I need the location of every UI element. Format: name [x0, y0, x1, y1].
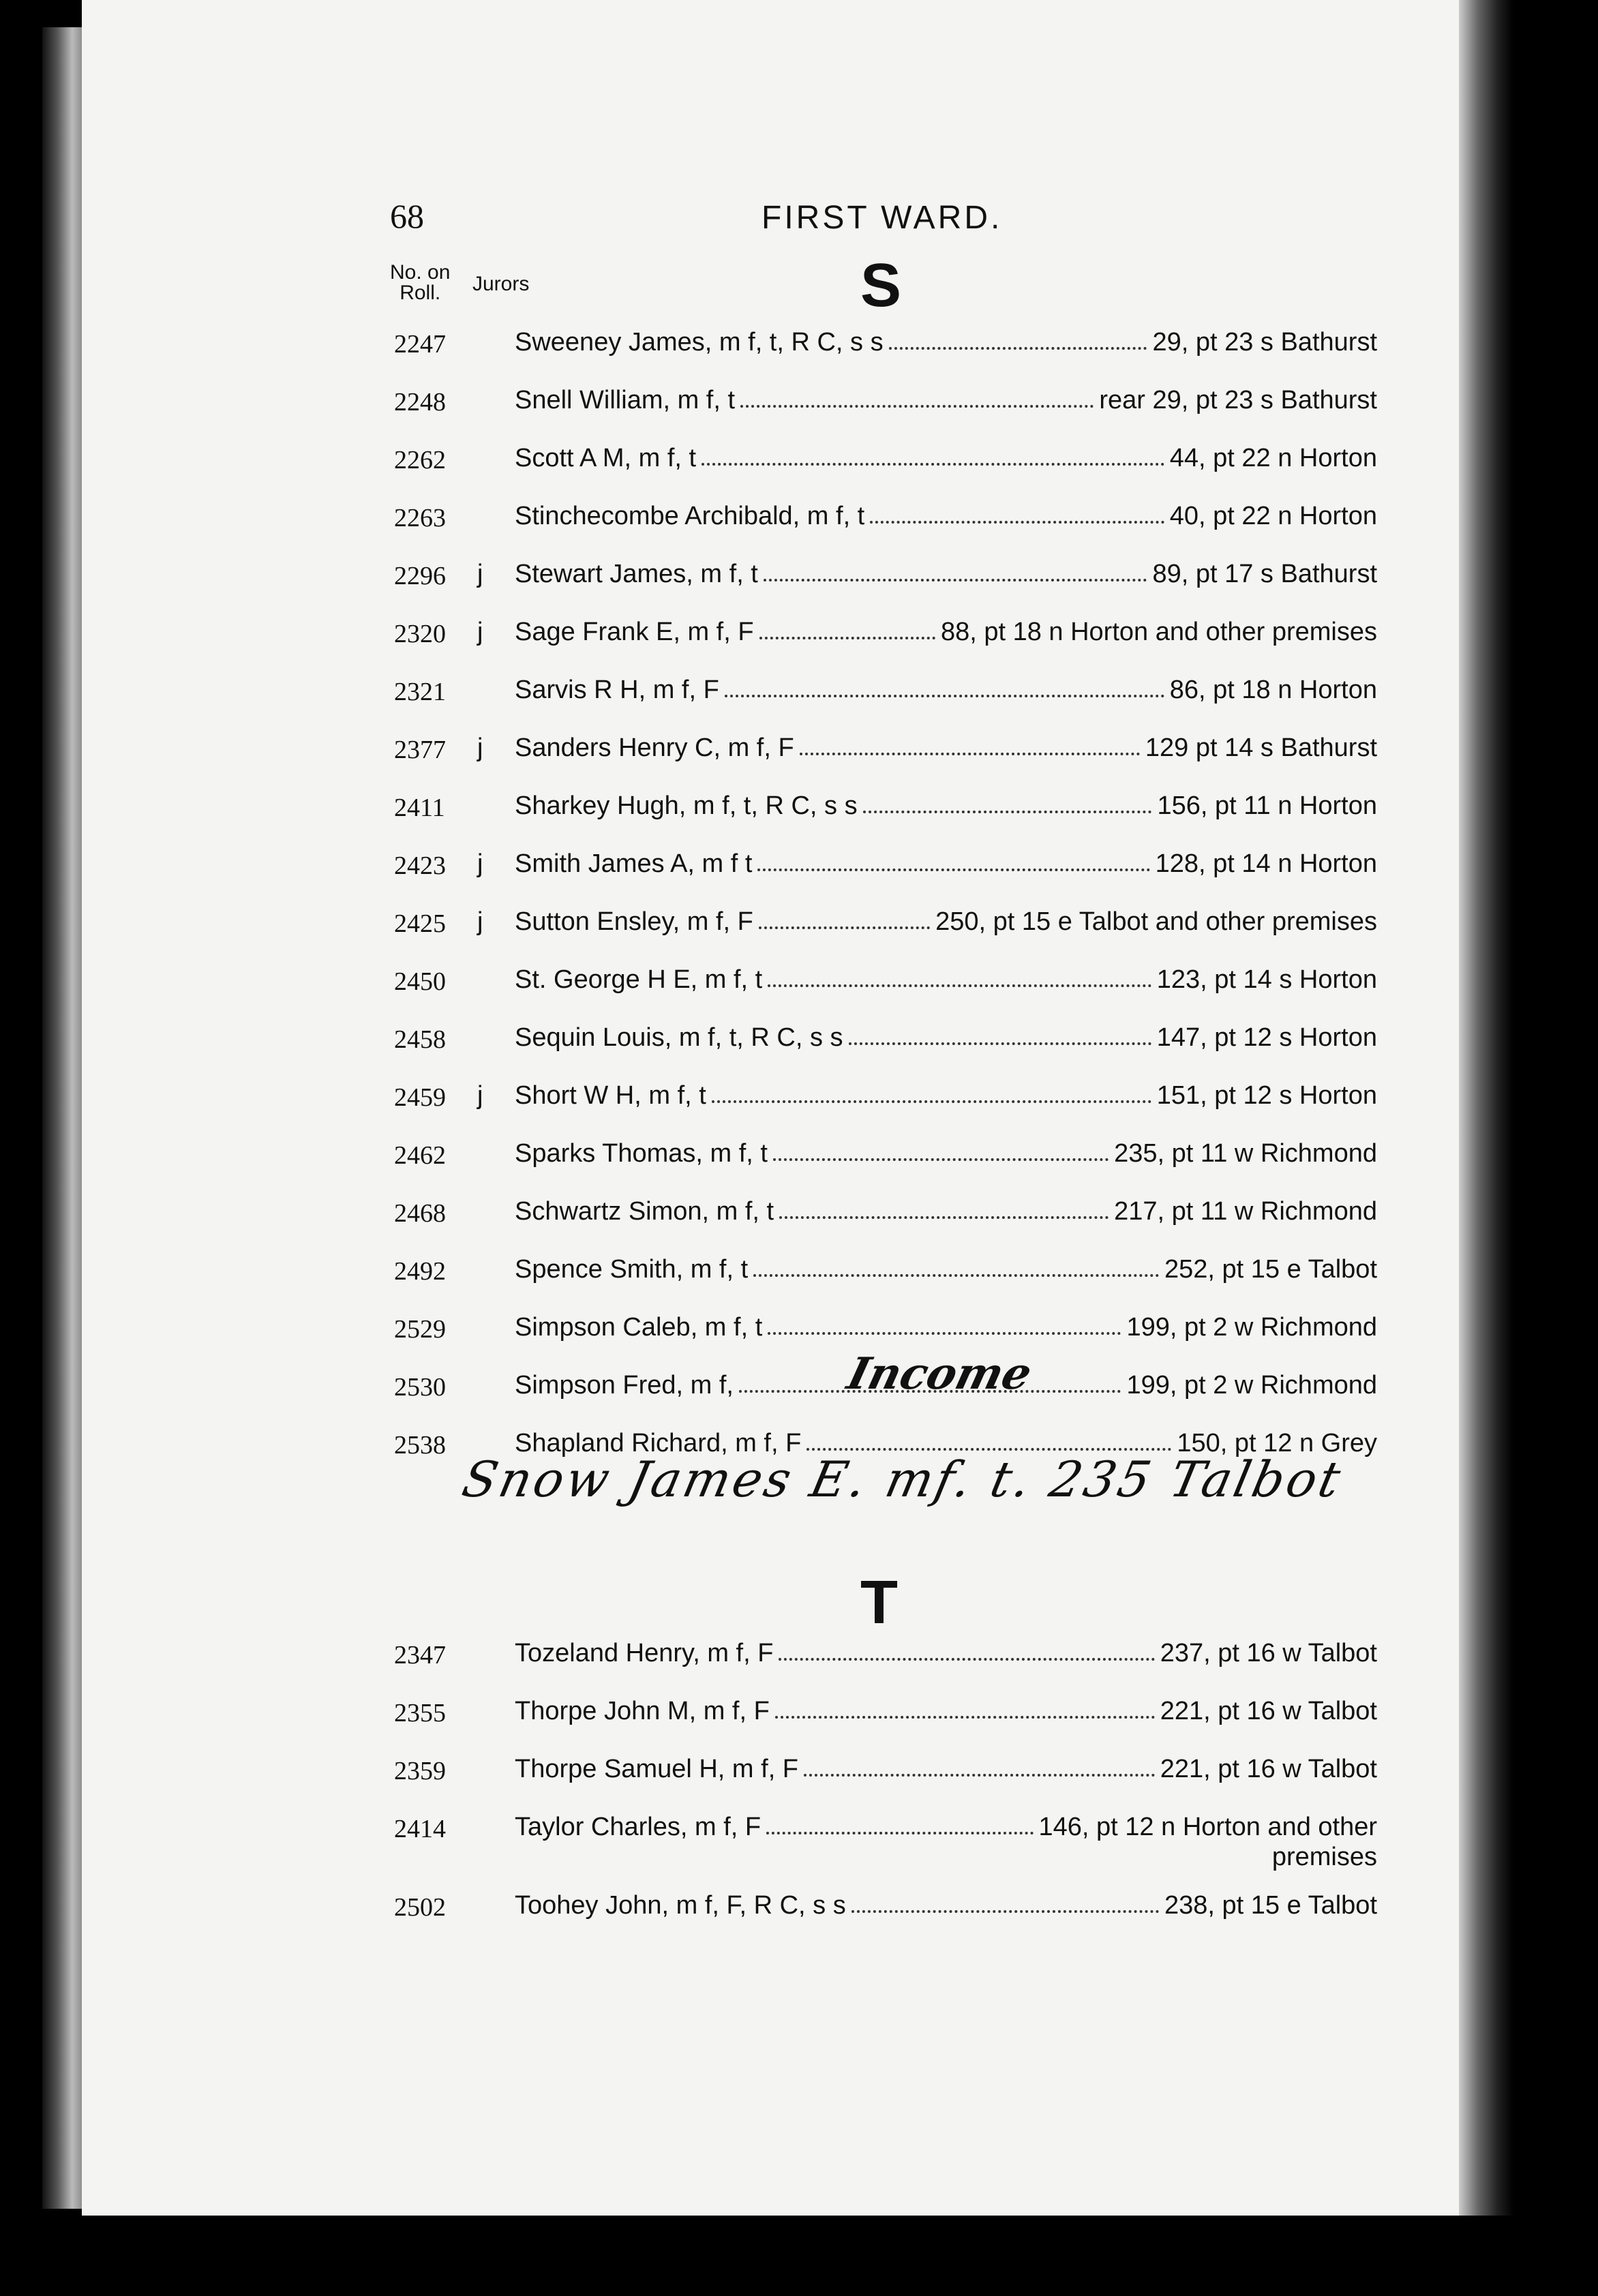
list-item: [382, 382, 1391, 429]
roll-number: 2492: [394, 1257, 446, 1286]
leader-dots: [753, 1251, 1159, 1277]
roll-number: 2359: [394, 1757, 446, 1785]
roll-number: 2425: [394, 909, 446, 938]
entry-description: 150, pt 12 n Grey: [1177, 1429, 1377, 1457]
list-item: [382, 1887, 1391, 1935]
entry-name: Sarvis R H, m f, F: [515, 676, 719, 704]
list-item: [382, 1635, 1391, 1682]
entry-description: 221, pt 16 w Talbot: [1160, 1755, 1377, 1783]
page-title: FIRST WARD.: [762, 200, 1003, 236]
entry-name: Simpson Fred, m f,: [515, 1371, 734, 1400]
entry-name: Shapland Richard, m f, F: [515, 1429, 802, 1457]
entry-description: 147, pt 12 s Horton: [1156, 1023, 1377, 1052]
handwritten-added-entry: Snow James E. mf. t. 235 Talbot: [457, 1451, 1348, 1508]
entry-name: Smith James A, m f t: [515, 849, 753, 878]
juror-mark: j: [477, 1081, 483, 1110]
leader-dots: [775, 1693, 1155, 1719]
entry-name: Spence Smith, m f, t: [515, 1255, 749, 1284]
section-letter-t: T: [860, 1569, 898, 1637]
leader-dots: [806, 1425, 1171, 1451]
entry-name: Stinchecombe Archibald, m f, t: [515, 502, 865, 530]
roll-header-line2: Roll.: [400, 282, 441, 304]
roll-number: 2530: [394, 1373, 446, 1402]
entry-description: 217, pt 11 w Richmond: [1114, 1197, 1377, 1226]
leader-dots: [768, 1309, 1121, 1335]
roll-number: 2462: [394, 1141, 446, 1170]
roll-number: 2355: [394, 1699, 446, 1727]
list-item: [382, 1809, 1391, 1871]
roll-number: 2459: [394, 1083, 446, 1112]
section-letter-s: S: [860, 252, 902, 320]
roll-number: 2468: [394, 1199, 446, 1228]
roll-number: 2502: [394, 1893, 446, 1922]
entry-description: 44, pt 22 n Horton: [1169, 444, 1377, 472]
roll-number: 2377: [394, 736, 446, 764]
roll-number: 2414: [394, 1815, 446, 1843]
juror-mark: j: [477, 734, 483, 762]
entry-name: Sequin Louis, m f, t, R C, s s: [515, 1023, 843, 1052]
leader-dots: [702, 440, 1164, 466]
entry-description: 238, pt 15 e Talbot: [1164, 1891, 1377, 1920]
list-item: [382, 787, 1391, 835]
list-item: [382, 1135, 1391, 1183]
entry-description: 86, pt 18 n Horton: [1169, 676, 1377, 704]
leader-dots: [851, 1887, 1159, 1913]
entry-description: 156, pt 11 n Horton: [1157, 791, 1377, 820]
leader-dots: [759, 903, 930, 929]
leader-dots: [779, 1635, 1155, 1661]
entry-description: 129 pt 14 s Bathurst: [1145, 734, 1377, 762]
roll-number: 2450: [394, 967, 446, 996]
entry-description: 29, pt 23 s Bathurst: [1152, 328, 1377, 357]
list-item: [382, 1693, 1391, 1740]
page-edge-right: [1459, 0, 1513, 2216]
leader-dots: [800, 729, 1140, 755]
list-item: [382, 1077, 1391, 1125]
handwritten-inline-note: Income: [842, 1348, 1037, 1400]
roll-number: 2529: [394, 1315, 446, 1344]
entry-description: 252, pt 15 e Talbot: [1164, 1255, 1377, 1284]
list-item: [382, 1019, 1391, 1067]
entry-name: Short W H, m f, t: [515, 1081, 706, 1110]
leader-dots: [766, 1809, 1034, 1834]
leader-dots: [773, 1135, 1109, 1161]
leader-dots: [849, 1019, 1151, 1045]
entry-name: Sharkey Hugh, m f, t, R C, s s: [515, 791, 858, 820]
entry-name: Sparks Thomas, m f, t: [515, 1139, 768, 1168]
entry-description-cont: premises: [1271, 1843, 1377, 1871]
entry-description: 89, pt 17 s Bathurst: [1152, 560, 1377, 588]
juror-mark: j: [477, 618, 483, 646]
roll-number: 2296: [394, 562, 446, 590]
entry-name: Stewart James, m f, t: [515, 560, 758, 588]
jurors-column-header: Jurors: [472, 273, 530, 295]
leader-dots: [889, 324, 1147, 350]
list-item: [382, 1193, 1391, 1241]
list-item: [382, 614, 1391, 661]
list-item: [382, 845, 1391, 893]
entry-name: Simpson Caleb, m f, t: [515, 1313, 763, 1342]
roll-number: 2411: [394, 794, 445, 822]
entry-description: 151, pt 12 s Horton: [1156, 1081, 1377, 1110]
list-item: [382, 440, 1391, 487]
leader-dots: [725, 671, 1164, 697]
list-item: [382, 671, 1391, 719]
entry-description: 237, pt 16 w Talbot: [1160, 1639, 1377, 1667]
list-item: [382, 729, 1391, 777]
roll-number: 2320: [394, 620, 446, 648]
leader-dots: [779, 1193, 1109, 1219]
leader-dots: [757, 845, 1150, 871]
roll-column-header: [390, 262, 450, 303]
entry-description: 250, pt 15 e Talbot and other premises: [935, 907, 1377, 936]
leader-dots: [759, 614, 935, 639]
leader-dots: [863, 787, 1151, 813]
entry-name: Tozeland Henry, m f, F: [515, 1639, 774, 1667]
leader-dots: [740, 382, 1094, 408]
roll-header-line1: No. on: [390, 261, 451, 284]
entry-name: Sweeney James, m f, t, R C, s s: [515, 328, 884, 357]
list-item: [382, 556, 1391, 603]
entry-description: 199, pt 2 w Richmond: [1126, 1371, 1377, 1400]
roll-number: 2248: [394, 388, 446, 417]
list-item: [382, 903, 1391, 951]
roll-number: 2347: [394, 1641, 446, 1670]
leader-dots: [768, 961, 1151, 987]
entry-description: 128, pt 14 n Horton: [1155, 849, 1377, 878]
roll-number: 2263: [394, 504, 446, 532]
roll-number: 2247: [394, 330, 446, 359]
entry-name: Toohey John, m f, F, R C, s s: [515, 1891, 846, 1920]
entry-name: St. George H E, m f, t: [515, 965, 763, 994]
leader-dots: [712, 1077, 1151, 1103]
list-item: [382, 1751, 1391, 1798]
entry-name: Sage Frank E, m f, F: [515, 618, 754, 646]
entry-name: Schwartz Simon, m f, t: [515, 1197, 774, 1226]
roll-number: 2538: [394, 1431, 446, 1460]
list-item: [382, 498, 1391, 545]
entry-name: Sutton Ensley, m f, F: [515, 907, 753, 936]
leader-dots: [870, 498, 1164, 524]
entry-name: Thorpe John M, m f, F: [515, 1697, 770, 1725]
leader-dots: [764, 556, 1147, 581]
entry-description: 235, pt 11 w Richmond: [1114, 1139, 1377, 1168]
entry-description: rear 29, pt 23 s Bathurst: [1099, 386, 1377, 414]
page-number: 68: [390, 197, 424, 235]
entry-name: Taylor Charles, m f, F: [515, 1813, 762, 1841]
juror-mark: j: [477, 849, 483, 878]
entry-name: Sanders Henry C, m f, F: [515, 734, 794, 762]
entry-description: 40, pt 22 n Horton: [1169, 502, 1377, 530]
entry-name: Snell William, m f, t: [515, 386, 736, 414]
list-item: [382, 324, 1391, 372]
entry-description: 88, pt 18 n Horton and other premises: [940, 618, 1377, 646]
entry-name: Thorpe Samuel H, m f, F: [515, 1755, 799, 1783]
entry-name: Scott A M, m f, t: [515, 444, 697, 472]
juror-mark: j: [477, 907, 483, 936]
list-item: [382, 961, 1391, 1009]
roll-number: 2321: [394, 678, 446, 706]
roll-number: 2262: [394, 446, 446, 474]
entry-description: 146, pt 12 n Horton and other: [1038, 1813, 1377, 1841]
entry-description: 123, pt 14 s Horton: [1156, 965, 1377, 994]
list-item: [382, 1251, 1391, 1299]
juror-mark: j: [477, 560, 483, 588]
entry-description: 221, pt 16 w Talbot: [1160, 1697, 1377, 1725]
leader-dots: [804, 1751, 1155, 1777]
roll-number: 2423: [394, 851, 446, 880]
roll-number: 2458: [394, 1025, 446, 1054]
entry-description: 199, pt 2 w Richmond: [1126, 1313, 1377, 1342]
